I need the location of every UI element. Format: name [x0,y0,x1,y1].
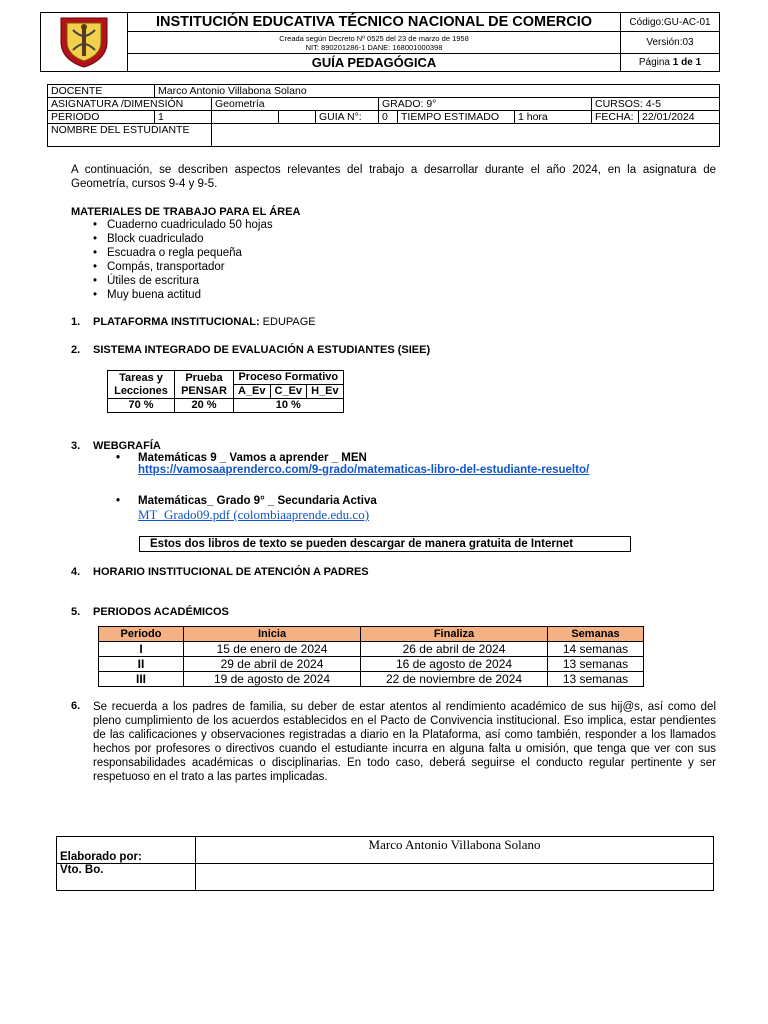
docente-label: DOCENTE [48,85,155,98]
webref-2 [116,495,377,523]
section-title: SISTEMA INTEGRADO DE EVALUACIÓN A ESTUDIANTES (SIEE) [93,344,431,356]
section-number: 5. [71,606,81,618]
list-item: • Útiles de escritura [91,274,273,288]
grado-label: GRADO: [382,98,424,110]
estudiante-value[interactable] [212,124,720,147]
empty-cell [279,111,316,124]
siee-value-prueba: 20 % [175,399,234,413]
section-title: HORARIO INSTITUCIONAL DE ATENCIÓN A PADRES [93,566,369,578]
section-title: WEBGRAFÍA [93,440,161,452]
period-cell: 26 de abril de 2024 [361,642,548,657]
section-6-number: 6. [71,700,81,712]
parents-paragraph: Se recuerda a los padres de familia, su deber de estar atentos al rendimiento académico de sus hij@s, así como del pleno cumplimiento de los acuerdos establecidos en el Pacto de Convivencia institucional. Eso implica, estar pendientes de las calificaciones y observaciones registradas a diario en la Plataforma, así como también, responder a los llamados hechos por profesores o directivos cuando el estudiante incurra en alguna falta u omisión, que tenga que ver con sus responsabilidades académicas o disciplinarias. En todo caso, deberá seguirse el conducto regular pertinente y ser respetuoso en el trato a las partes implicadas. [93,701,716,783]
page-number [621,53,720,71]
period-cell: 16 de agosto de 2024 [361,657,548,672]
webref-1 [116,452,589,476]
nit-text: NIT: 890201286-1 DANE: 168001000398 [305,42,443,52]
tiempo-label: TIEMPO ESTIMADO [398,111,515,124]
table-row [99,657,644,672]
periods-header-semanas: Semanas [548,627,644,642]
periods-header-finaliza: Finaliza [361,627,548,642]
page-count: 1 de 1 [672,56,702,68]
section-4 [71,566,369,578]
section-title: PERIODOS ACADÉMICOS [93,606,229,618]
period-cell: 15 de enero de 2024 [184,642,361,657]
periods-table [98,626,644,687]
empty-cell [212,111,279,124]
section-number: 1. [71,316,81,328]
document-header [40,12,720,72]
section-3 [71,440,161,452]
logo-cell [41,13,128,72]
period-cell: 13 semanas [548,672,644,687]
siee-value-tareas: 70 % [108,399,175,413]
siee-header-proceso: Proceso Formativo [234,371,344,385]
asignatura-value: Geometría [212,98,379,111]
elaborado-label: Elaborado por: [57,837,196,864]
siee-value-proceso: 10 % [234,399,344,413]
list-item: • Block cuadriculado [91,232,273,246]
section-title: PLATAFORMA INSTITUCIONAL: [93,316,260,328]
asignatura-label: ASIGNATURA /DIMENSIÓN [48,98,212,111]
document-title: GUÍA PEDAGÓGICA [128,53,621,71]
elaborado-value: Marco Antonio Villabona Solano [196,837,714,864]
siee-header-c-ev: C_Ev [270,385,307,399]
webref-2-title: Matemáticas_ Grado 9° _ Secundaria Activa [138,495,377,507]
vto-label: Vto. Bo. [57,864,196,891]
intro-paragraph: A continuación, se describen aspectos relevantes del trabajo a desarrollar durante el año 2024, en la asignatura de Geometría, cursos 9-4 y 9-5. [71,164,716,190]
period-cell: 13 semanas [548,657,644,672]
signature-table [56,836,714,891]
bullet-icon: • [116,495,121,507]
siee-header-h-ev: H_Ev [307,385,344,399]
docente-value: Marco Antonio Villabona Solano [155,85,720,98]
decree-text: Creada según Decreto Nº 0525 del 23 de marzo de 1958 [279,33,469,43]
period-cell: III [99,672,184,687]
section-5 [71,606,229,618]
period-cell: 14 semanas [548,642,644,657]
siee-header-a-ev: A_Ev [234,385,271,399]
info-table [47,84,720,147]
cursos-cell [592,98,720,111]
materials-list [91,218,273,302]
periodo-label: PERIODO [48,111,155,124]
section-number: 4. [71,566,81,578]
page-label: Página [638,56,670,68]
vto-value[interactable] [196,864,714,891]
platform-value: EDUPAGE [262,316,316,328]
periods-header-inicia: Inicia [184,627,361,642]
list-item: • Muy buena actitud [91,288,273,302]
grado-cell [379,98,592,111]
guia-label: GUIA N°: [316,111,379,124]
siee-header-tareas: Tareas y Lecciones [108,371,175,399]
document-version: Versión:03 [621,32,720,54]
section-number: 3. [71,440,81,452]
period-cell: I [99,642,184,657]
period-cell: 29 de abril de 2024 [184,657,361,672]
section-1 [71,316,316,328]
table-row [99,672,644,687]
period-cell: 22 de noviembre de 2024 [361,672,548,687]
section-2 [71,344,430,356]
fecha-label: FECHA: [592,111,639,124]
cursos-value: 4-5 [645,98,661,110]
section-number: 2. [71,344,81,356]
materials-title: MATERIALES DE TRABAJO PARA EL ÁREA [71,206,301,218]
list-item: • Compás, transportador [91,260,273,274]
bullet-icon: • [116,452,121,464]
tiempo-value: 1 hora [515,111,592,124]
siee-header-prueba: Prueba PENSAR [175,371,234,399]
document-code: Código:GU-AC-01 [621,13,720,32]
webref-2-link[interactable]: MT_Grado09.pdf (colombiaaprende.edu.co) [138,507,370,522]
fecha-value: 22/01/2024 [639,111,720,124]
webref-1-link[interactable]: https://vamosaaprenderco.com/9-grado/matematicas-libro-del-estudiante-resuelto/ [138,464,590,476]
list-item: • Cuaderno cuadriculado 50 hojas [91,218,273,232]
period-cell: 19 de agosto de 2024 [184,672,361,687]
cursos-label: CURSOS: [595,98,643,110]
institution-name: INSTITUCIÓN EDUCATIVA TÉCNICO NACIONAL DE COMERCIO [128,13,621,32]
periods-header-periodo: Periodo [99,627,184,642]
siee-table [107,370,344,413]
period-cell: II [99,657,184,672]
download-note: Estos dos libros de texto se pueden descargar de manera gratuita de Internet [139,536,631,552]
decree-info [128,32,621,54]
webref-1-title: Matemáticas 9 _ Vamos a aprender _ MEN [138,452,367,464]
school-crest-icon [55,14,113,68]
table-row [99,642,644,657]
estudiante-label: NOMBRE DEL ESTUDIANTE [48,124,212,147]
periodo-value: 1 [155,111,212,124]
guia-value: 0 [379,111,398,124]
grado-value: 9° [426,98,437,110]
list-item: • Escuadra o regla pequeña [91,246,273,260]
